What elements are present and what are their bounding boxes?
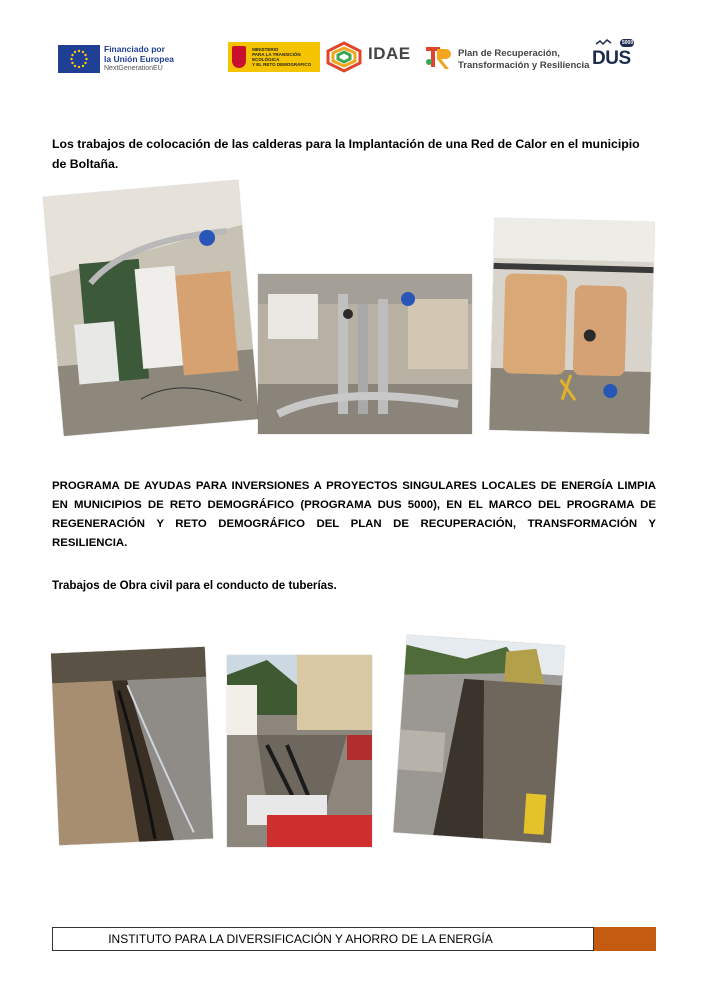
recovery-plan-icon	[424, 43, 454, 71]
ministerio-logo: MINISTERIO PARA LA TRANSICIÓN ECOLÓGICA Y EL RETO DEMOGRÁFICO	[228, 42, 320, 72]
obra-civil-heading: Trabajos de Obra civil para el conducto de tuberías.	[52, 579, 337, 592]
dus-number: 5000	[622, 40, 634, 46]
footer-accent-block	[594, 927, 656, 951]
trench-photo-1	[51, 647, 213, 846]
idae-logo-text: IDAE	[368, 44, 411, 63]
recovery-plan-text: Plan de Recuperación, Transformación y Resiliencia	[458, 48, 590, 71]
footer-text: INSTITUTO PARA LA DIVERSIFICACIÓN Y AHORRO DE LA ENERGÍA	[108, 932, 493, 946]
trench-photo-2	[227, 655, 372, 847]
boiler-room-photo-3	[489, 218, 654, 434]
trench-photo-3	[393, 635, 564, 844]
eu-flag-icon	[58, 45, 100, 73]
idae-logo-icon	[324, 41, 364, 73]
boiler-room-photo-2	[258, 274, 472, 434]
dus-logo-text: DUS	[592, 48, 631, 69]
intro-paragraph: Los trabajos de colocación de las calderas para la Implantación de una Red de Calor en el municipio de Boltaña.	[52, 137, 640, 171]
spain-shield-icon	[232, 46, 246, 68]
eu-logo-text: Financiado por la Unión Europea NextGenerationEU	[104, 44, 174, 72]
programa-paragraph: PROGRAMA DE AYUDAS PARA INVERSIONES A PROYECTOS SINGULARES LOCALES DE ENERGÍA LIMPIA EN MUNICIPIOS DE RETO DEMOGRÁFICO (PROGRAMA DUS 5000), EN EL MARCO DEL PROGRAMA DE REGENERACIÓN Y RETO DEMOGRÁFICO DEL PLAN DE RECUPERACIÓN, TRANSFORMACIÓN Y RESILIENCIA.	[52, 480, 656, 549]
boiler-room-photo-1	[43, 180, 259, 436]
